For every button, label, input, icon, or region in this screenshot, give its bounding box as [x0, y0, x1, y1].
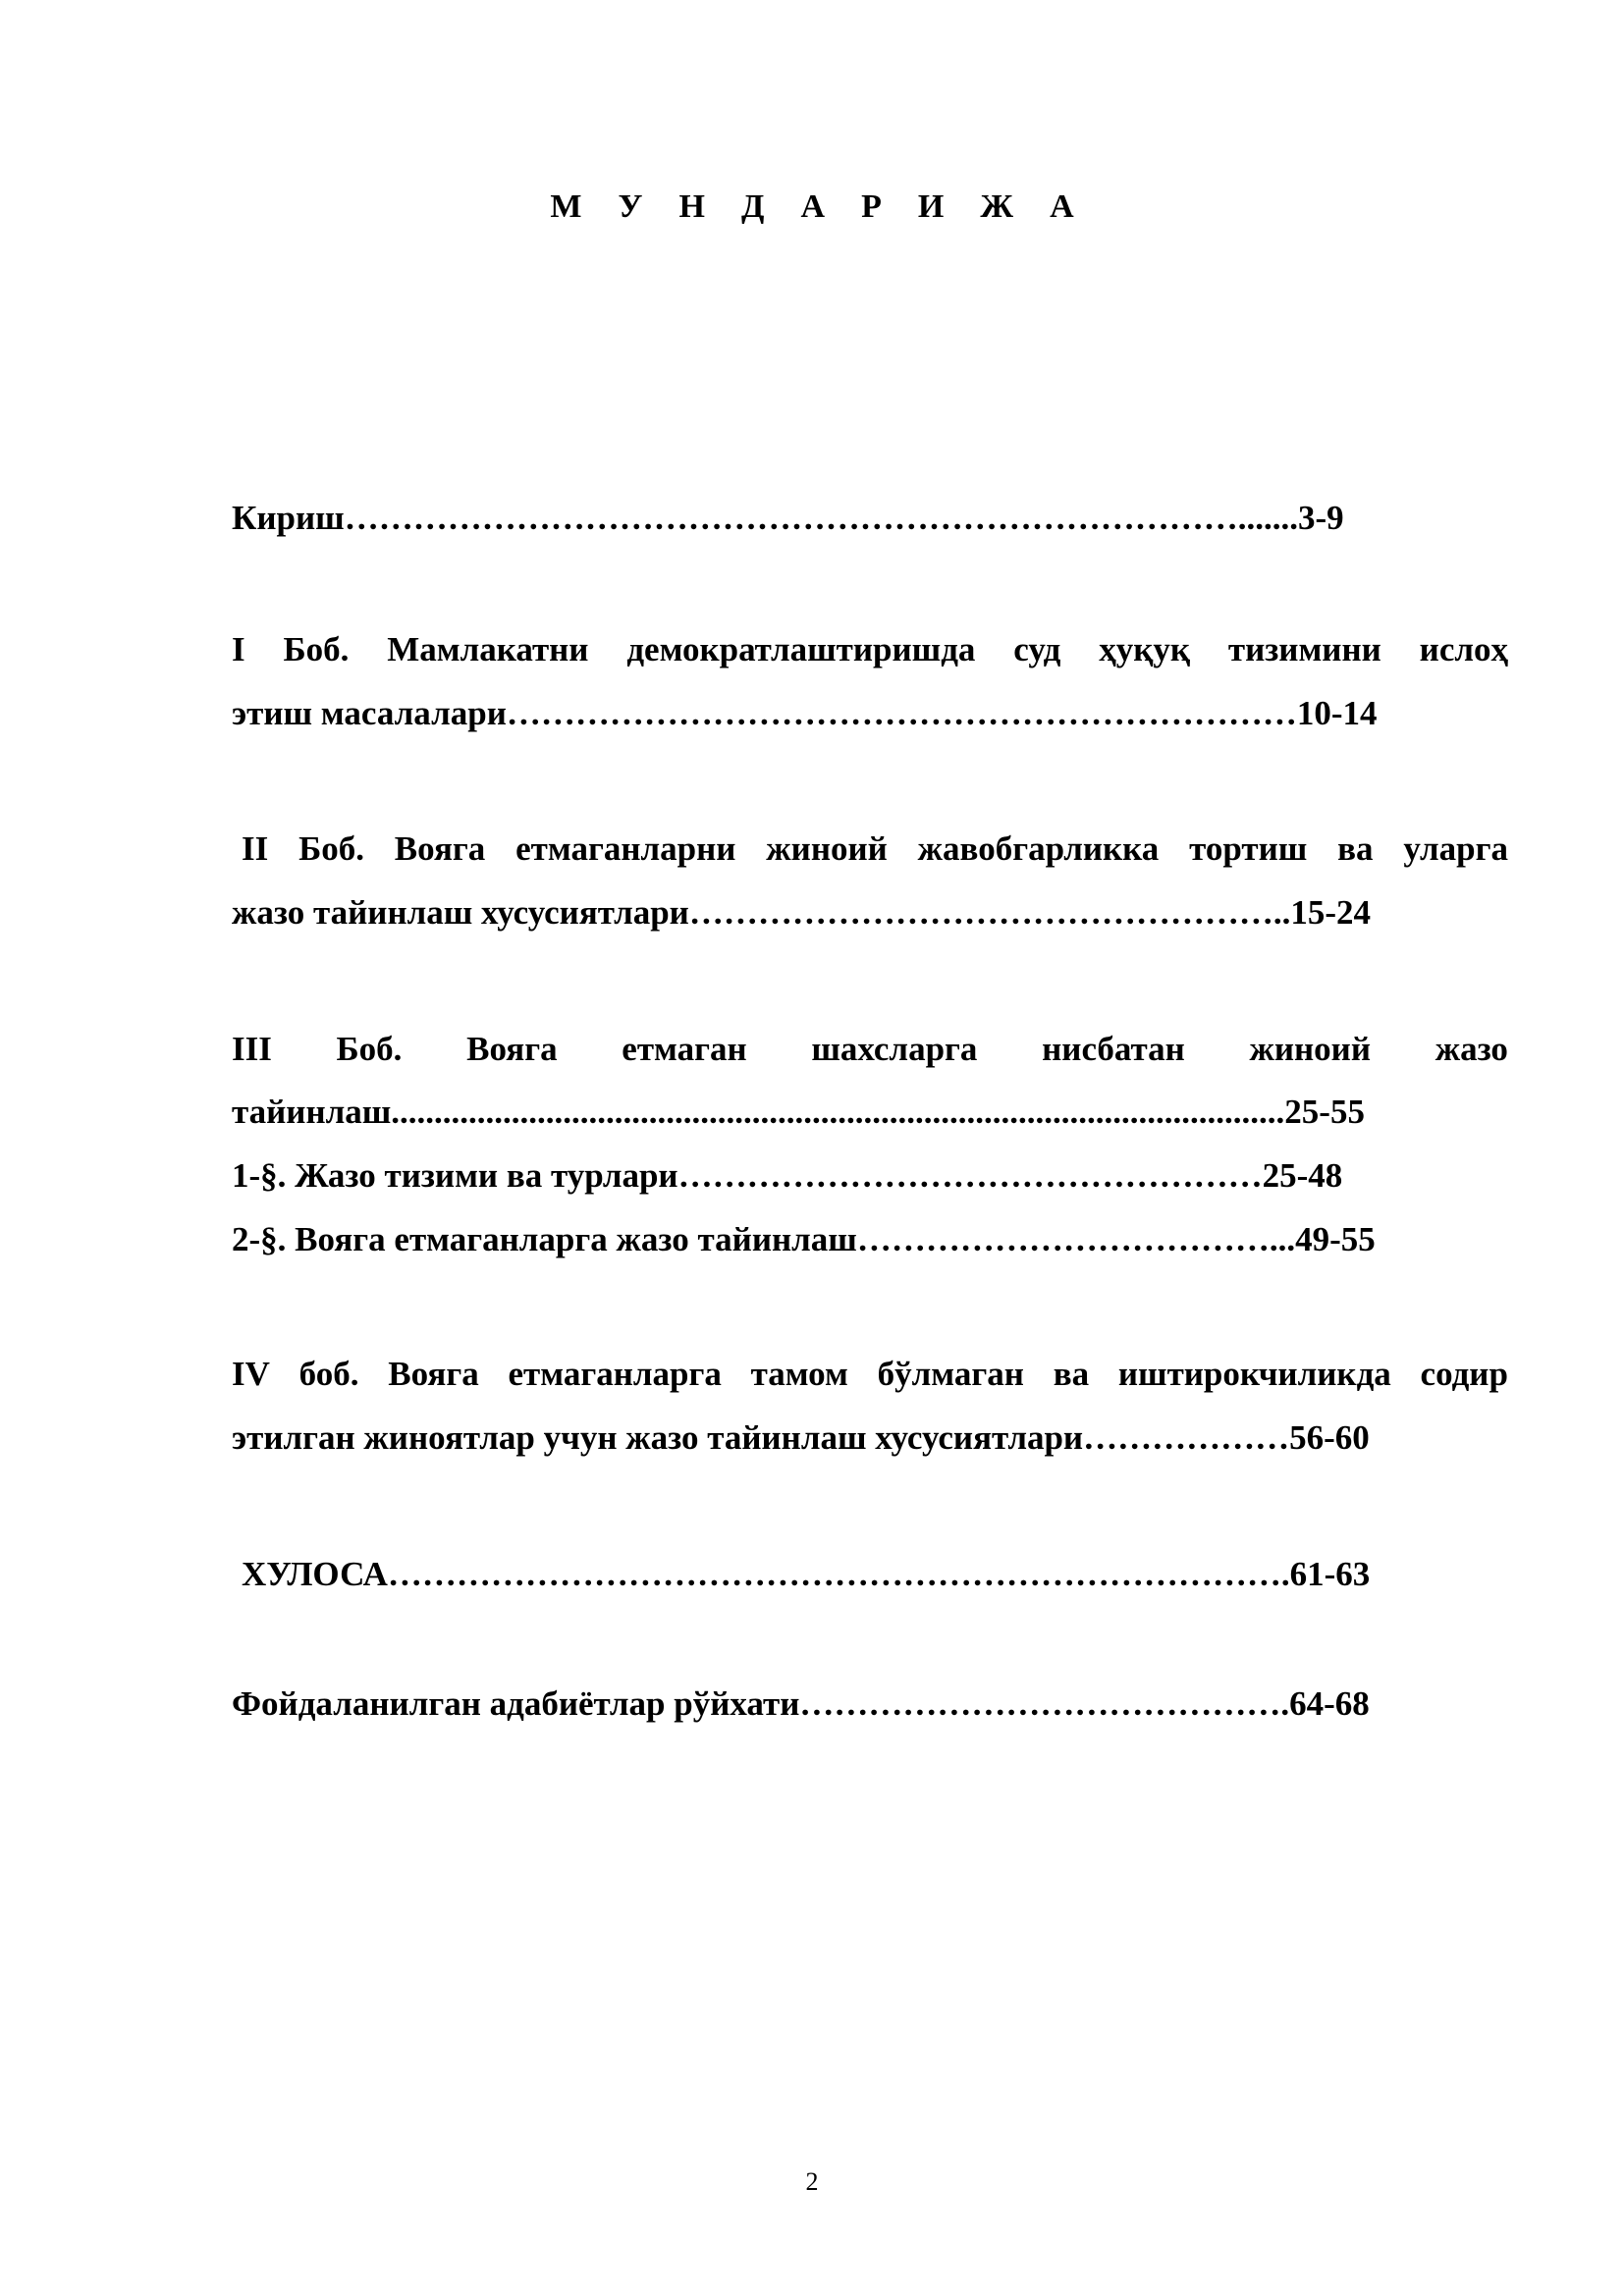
toc-entry-chapter2-line2: жазо тайинлаш хусусиятлари……………………………………………..15-24 — [232, 893, 1372, 932]
toc-word: содир — [1420, 1355, 1508, 1393]
toc-word: Мамлакатни — [387, 630, 589, 668]
toc-word: I — [232, 630, 245, 668]
toc-word: боб. — [298, 1355, 359, 1393]
toc-word: Вояга — [388, 1355, 479, 1393]
page-number: 2 — [805, 2167, 819, 2196]
toc-entry-conclusion: ХУЛОСА…………………………………………………………………….61-63 — [242, 1555, 1371, 1593]
toc-word: тамом — [750, 1355, 848, 1393]
toc-entry-chapter3-line2: тайинлаш........................................................................................................25-55 — [232, 1093, 1365, 1131]
toc-word: жазо — [1435, 1030, 1508, 1068]
toc-word: Боб. — [283, 630, 350, 668]
toc-word: демократлаштиришда — [626, 630, 976, 668]
toc-word: Боб. — [336, 1030, 403, 1068]
toc-entry-chapter1-line1 — [232, 630, 1508, 669]
toc-word: ислоҳ — [1419, 630, 1508, 668]
toc-entry-section2: 2-§. Вояга етмаганларга жазо тайинлаш………………………………...49-55 — [232, 1220, 1376, 1258]
toc-word: жиноий — [766, 829, 888, 868]
toc-word: IV — [232, 1355, 270, 1393]
toc-word: етмаганларни — [515, 829, 736, 868]
toc-word: етмаганларга — [508, 1355, 722, 1393]
toc-word: уларга — [1403, 829, 1508, 868]
toc-word: нисбатан — [1042, 1030, 1185, 1068]
toc-word: ва — [1337, 829, 1374, 868]
toc-entry-chapter4-line1 — [232, 1355, 1508, 1394]
toc-entry-chapter2-line1 — [242, 829, 1508, 869]
toc-entry-intro: Кириш…………………………………………………………………….......3-9 — [232, 499, 1344, 537]
toc-entry-section1: 1-§. Жазо тизими ва турлари……………………………………………25-48 — [232, 1156, 1343, 1195]
toc-word: ва — [1053, 1355, 1090, 1393]
toc-word: III — [232, 1030, 272, 1068]
toc-entry-chapter3-line1 — [232, 1030, 1508, 1069]
toc-word: суд — [1013, 630, 1061, 668]
toc-word: бўлмаган — [877, 1355, 1024, 1393]
toc-entry-references: Фойдаланилган адабиётлар рўйхати…………………………………….64-68 — [232, 1684, 1370, 1723]
toc-word: тизимини — [1227, 630, 1381, 668]
toc-entry-chapter1-line2: этиш масалалари……………………………………………………………10-14 — [232, 694, 1378, 732]
toc-word: Вояга — [394, 829, 486, 868]
toc-word: Вояга — [466, 1030, 558, 1068]
page-title: М У Н Д А Р И Ж А — [550, 188, 1088, 225]
toc-word: жавобгарликка — [917, 829, 1160, 868]
toc-word: ҳуқуқ — [1099, 630, 1191, 668]
toc-word: иштирокчиликда — [1117, 1355, 1391, 1393]
toc-word: II — [242, 829, 269, 868]
toc-word: етмаган — [622, 1030, 747, 1068]
toc-word: шахсларга — [811, 1030, 978, 1068]
toc-word: жиноий — [1249, 1030, 1372, 1068]
toc-entry-chapter4-line2: этилган жиноятлар учун жазо тайинлаш хусусиятлари………………56-60 — [232, 1418, 1370, 1457]
toc-word: Боб. — [298, 829, 364, 868]
toc-word: тортиш — [1189, 829, 1308, 868]
